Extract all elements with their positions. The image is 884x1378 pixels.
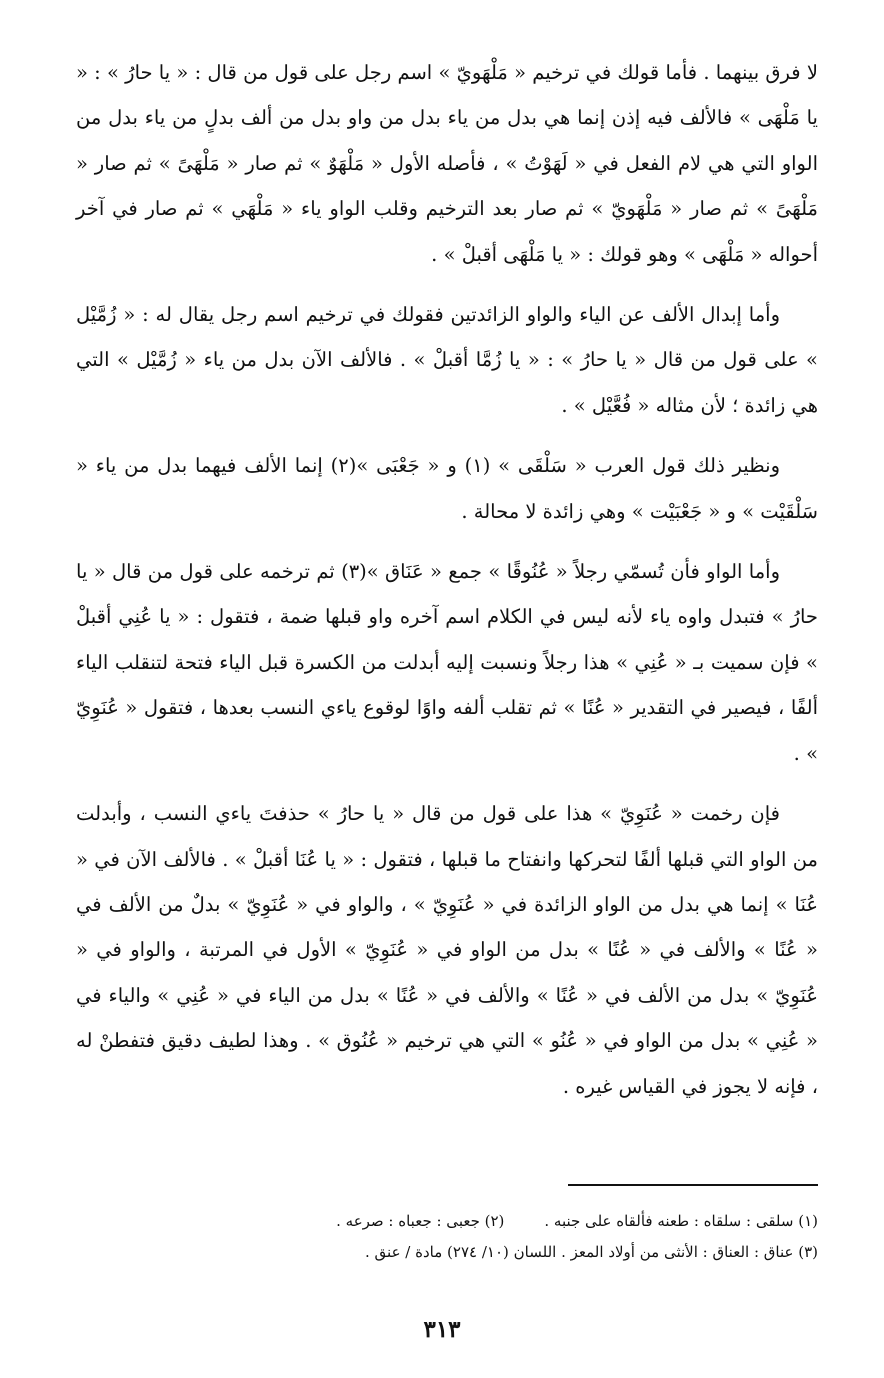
footnote-row-2	[110, 1237, 818, 1268]
footnote-row-1	[110, 1206, 818, 1237]
paragraph-5: فإن رخمت « عُنَوِيّ » هذا على قول من قال « يا حارُ » حذفتَ ياءي النسب ، وأبدلت من الواو التي قبلها ألفًا لتحركها وانفتاح ما قبلها ، فتقول : « يا عُنَا أقبلْ » . فالألف الآن في « عُنَا » إنما هي بدل من الواو الزائدة في « عُنَوِيّ » ، والواو في « عُنَوِيّ » بدلٌ من الألف في « عُنًا » والألف في « عُنًا » بدل من الواو في « عُنَوِيّ » الأول في المرتبة ، والواو في « عُنَوِيّ » بدل من الألف في « عُنًا » والألف في « عُنًا » بدل من الياء في « عُنِي » والياء في « عُنِي » بدل من الواو في « عُنُو » التي هي ترخيم « عُنُوق » . وهذا لطيف دقيق فتفطنْ له ، فإنه لا يجوز في القياس غيره .	[76, 802, 818, 1098]
footnote-spacer	[504, 1206, 544, 1237]
footnote-1: (١) سلقى : سلقاه : طعنه فألقاه على جنبه .	[544, 1212, 818, 1230]
page-number: ٣١٣	[423, 1316, 461, 1343]
footnote-3: (٣) عناق : العناق : الأنثى من أولاد المعز . اللسان (١٠/ ٢٧٤) مادة / عنق .	[365, 1243, 818, 1261]
paragraph-3: ونظير ذلك قول العرب « سَلْقَى » (١) و « جَعْبَى »(٢) إنما الألف فيهما بدل من ياء « سَلْقَيْت » و « جَعْبَيْت » وهي زائدة لا محالة .	[76, 454, 818, 523]
main-text	[76, 50, 818, 1109]
paragraph-4: وأما الواو فأن تُسمّي رجلاً « عُنُوقًا » جمع « عَنَاق »(٣) ثم ترخمه على قول من قال « يا حارُ » فتبدل واوه ياء لأنه ليس في الكلام اسم آخره واو قبلها ضمة ، فتقول : « يا عُنِي أقبلْ » فإن سميت بـ « عُنِي » هذا رجلاً ونسبت إليه أبدلت من الكسرة قبل الياء فتحة لتنقلب الياء ألفًا ، فيصير في التقدير « عُنًا » ثم تقلب ألفه واوًا لوقوع ياءي النسب بعدها ، فتقول « عُنَوِيّ » .	[76, 560, 818, 765]
footnotes	[110, 1206, 818, 1268]
paragraph-2: وأما إبدال الألف عن الياء والواو الزائدتين فقولك في ترخيم اسم رجل يقال له : « زُمَّيْل » على قول من قال « يا حارُ » : « يا زُمَّا أقبلْ » . فالألف الآن بدل من ياء « زُمَّيْل » التي هي زائدة ؛ لأن مثاله « فُعَّيْل » .	[76, 303, 818, 417]
paragraph-1: لا فرق بينهما . فأما قولك في ترخيم « مَلْهَويّ » اسم رجل على قول من قال : « يا حارُ » : « يا مَلْهَى » فالألف فيه إذن إنما هي بدل من ياء بدل من واو بدل من ألف بدلٍ من ياء بدل من الواو التي هي لام الفعل في « لَهَوْتُ » ، فأصله الأول « مَلْهَوٌ » ثم صار « مَلْهَىً » ثم صار « مَلْهَىً » ثم صار « مَلْهَويّ » ثم صار بعد الترخيم وقلب الواو ياء « مَلْهَي » ثم صار في آخر أحواله « مَلْهَى » وهو قولك : « يا مَلْهَى أقبلْ » .	[76, 61, 818, 266]
footnote-2: (٢) جعبى : جعباه : صرعه .	[336, 1212, 505, 1230]
footnote-divider	[568, 1184, 818, 1186]
